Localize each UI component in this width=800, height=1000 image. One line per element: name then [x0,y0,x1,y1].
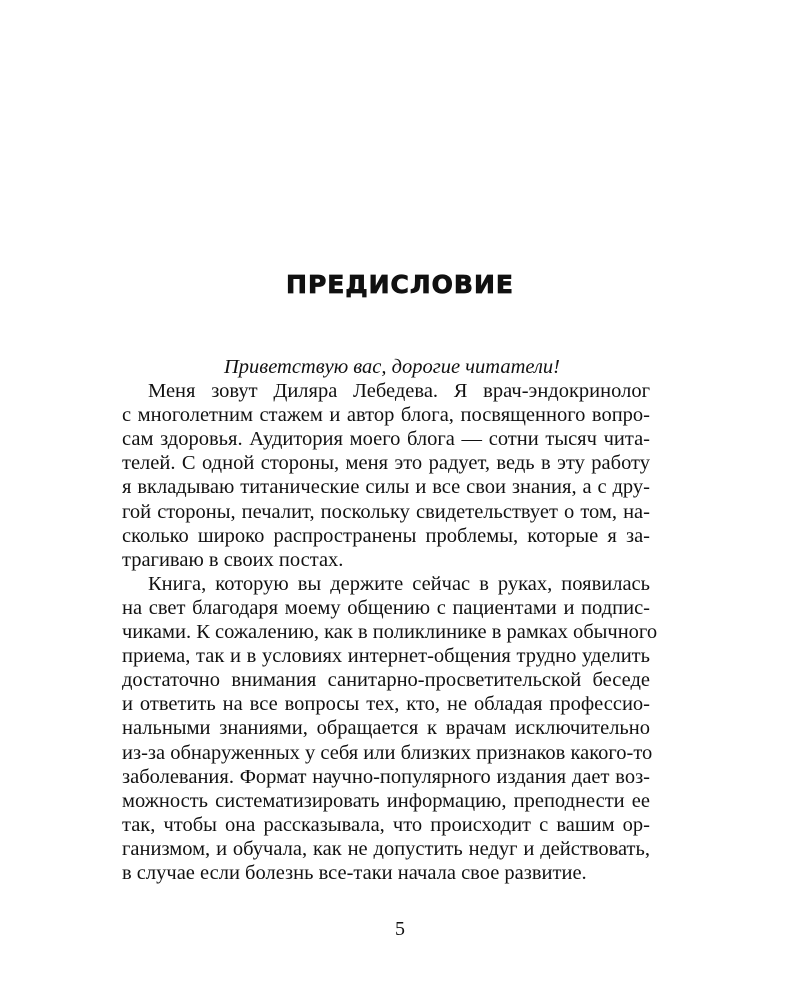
text-line: на свет благодаря моему общению с пациентами и подпис- [122,596,650,619]
greeting: Приветствую вас, дорогие читатели! [223,356,560,378]
page-number: 5 [395,918,405,940]
text-line: сколько широко распространены проблемы, которые я за- [122,524,650,547]
text-line: трагиваю в своих постах. [122,548,344,571]
text-line: телей. С одной стороны, меня это радует, ведь в эту работу [122,452,650,475]
text-line: сам здоровья. Аудитория моего блога — сотни тысяч чита- [122,428,650,451]
text-line: я вкладываю титанические силы и все свои знания, а с дру- [122,476,650,499]
page-title: ПРЕДИСЛОВИЕ [286,270,514,299]
text-line: приема, так и в условиях интернет-общения трудно уделить [122,645,650,668]
text-line: можность систематизировать информацию, преподнести ее [122,789,650,812]
text-line: Меня зовут Диляра Лебедева. Я врач-эндокринолог [148,380,650,403]
text-line: гой стороны, печалит, поскольку свидетельствует о том, на- [122,500,650,523]
text-line: в случае если болезнь все-таки начала свое развитие. [122,861,587,884]
text-line: чиками. К сожалению, как в поликлинике в рамках обычного [122,621,658,644]
text-line: Книга, которую вы держите сейчас в руках, появилась [148,572,650,595]
paragraph-1 [122,379,650,572]
text-line: ганизмом, и обучала, как не допустить недуг и действовать, [122,837,650,860]
text-line: и ответить на все вопросы тех, кто, не обладая профессио- [122,693,650,716]
paragraph-2 [122,572,658,885]
text-line: с многолетним стажем и автор блога, посвященного вопро- [122,404,650,427]
text-line: нальными знаниями, обращается к врачам исключительно [122,717,650,740]
text-line: так, чтобы она рассказывала, что происходит с вашим ор- [122,813,650,836]
text-line: из-за обнаруженных у себя или близких признаков какого-то [122,741,653,764]
preface-body [122,355,658,885]
text-line: заболевания. Формат научно-популярного издания дает воз- [122,765,650,788]
text-line: достаточно внимания санитарно-просветительской беседе [122,669,650,692]
